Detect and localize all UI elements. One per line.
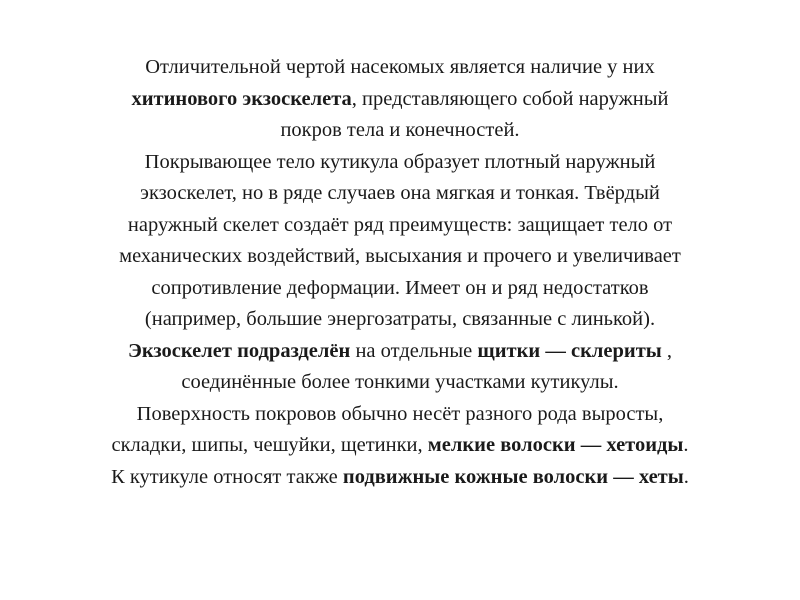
text-line-7: механических воздействий, высыхания и прочего и увеличивает: [119, 245, 681, 267]
bold-term: подвижные кожные волоски — хеты: [342, 465, 684, 488]
text-line-1: Отличительной чертой насекомых является наличие у них: [145, 56, 655, 78]
text-line-6: наружный скелет создаёт ряд преимуществ: защищает тело от: [127, 213, 673, 236]
slide-text: [20, 52, 780, 493]
text-line-9: (например, большие энергозатраты, связанные с линькой).: [144, 308, 656, 330]
text-line-14: К кутикуле относят также подвижные кожные волоски — хеты.: [111, 465, 689, 488]
text-line-12: Поверхность покровов обычно несёт разного рода выросты,: [136, 402, 664, 425]
text-line-13: складки, шипы, чешуйки, щетинки, мелкие волоски — хетоиды.: [111, 434, 689, 456]
text-line-8: сопротивление деформации. Имеет он и ряд недостатков: [151, 276, 649, 299]
bold-term: щитки — склериты: [477, 339, 662, 362]
bold-term: мелкие волоски — хетоиды: [427, 434, 684, 456]
text-line-2: хитинового экзоскелета, представляющего собой наружный: [131, 87, 669, 110]
bold-term: Экзоскелет подразделён: [127, 339, 351, 362]
text-line-10: Экзоскелет подразделён на отдельные щитки — склериты ,: [127, 339, 673, 362]
text-line-3: покров тела и конечностей.: [280, 119, 520, 141]
bold-term: хитинового экзоскелета: [131, 87, 352, 110]
text-line-5: экзоскелет, но в ряде случаев она мягкая и тонкая. Твёрдый: [140, 182, 660, 204]
text-line-4: Покрывающее тело кутикула образует плотный наружный: [144, 150, 656, 173]
text-line-11: соединённые более тонкими участками кутикулы.: [181, 371, 619, 393]
